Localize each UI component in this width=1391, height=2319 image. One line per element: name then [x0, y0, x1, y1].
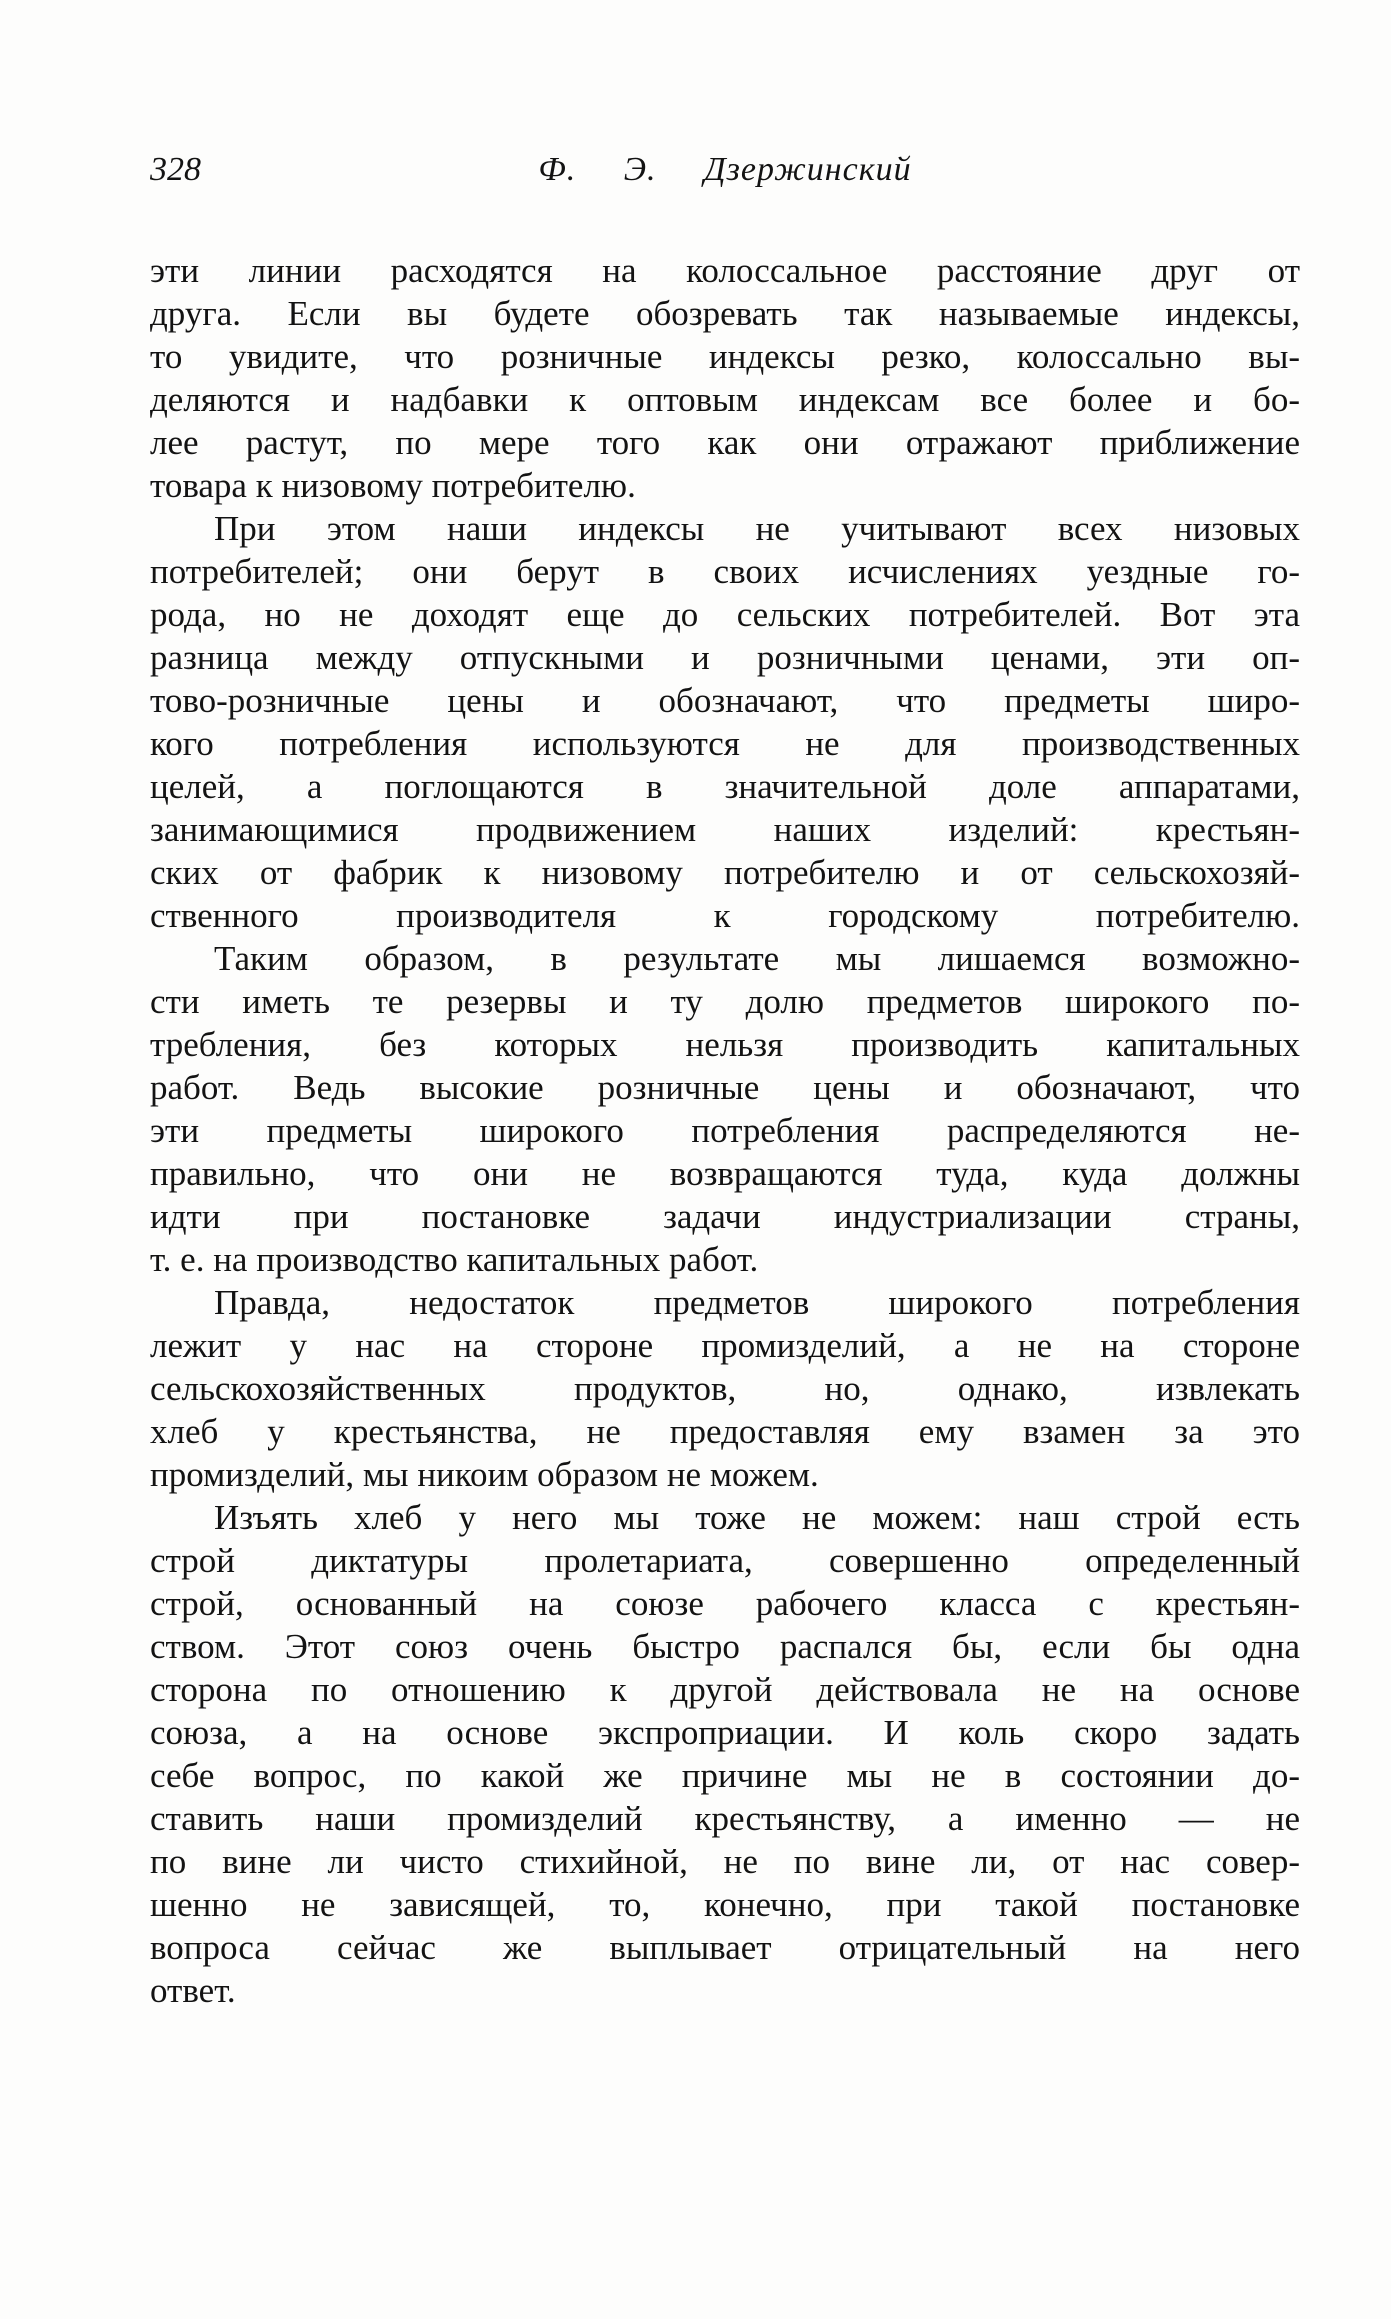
text-line: кого потребления используются не для производственных — [150, 724, 1300, 763]
text-line: идти при постановке задачи индустриализации страны, — [150, 1197, 1300, 1236]
text-line: т. е. на производство капитальных работ. — [150, 1240, 759, 1279]
running-header — [150, 148, 1300, 192]
text-line: вопроса сейчас же выплывает отрицательный на него — [150, 1928, 1300, 1967]
text-line: сти иметь те резервы и ту долю предметов широкого по- — [150, 982, 1300, 1021]
text-line: себе вопрос, по какой же причине мы не в состоянии до- — [150, 1756, 1300, 1795]
text-line: ственного производителя к городскому потребителю. — [150, 896, 1300, 935]
text-line: ставить наши промизделий крестьянству, а именно — не — [150, 1799, 1300, 1838]
text-line: союза, а на основе экспроприации. И коль скоро задать — [150, 1713, 1300, 1752]
page-number: 328 — [150, 151, 201, 188]
text-line: друга. Если вы будете обозревать так называемые индексы, — [150, 294, 1300, 333]
text-line: лее растут, по мере того как они отражают приближение — [150, 423, 1300, 462]
text-line: сторона по отношению к другой действовала не на основе — [150, 1670, 1300, 1709]
text-line: эти линии расходятся на колоссальное расстояние друг от — [150, 251, 1300, 290]
text-line: требления, без которых нельзя производить капитальных — [150, 1025, 1300, 1064]
text-line: тово-розничные цены и обозначают, что предметы широ- — [150, 681, 1300, 720]
text-line: потребителей; они берут в своих исчислениях уездные го- — [150, 552, 1300, 591]
running-title: Ф. Э. Дзержинский — [538, 151, 912, 188]
text-line: промизделий, мы никоим образом не можем. — [150, 1455, 819, 1494]
text-line: При этом наши индексы не учитывают всех низовых — [214, 509, 1300, 548]
text-line: Таким образом, в результате мы лишаемся возможно- — [214, 939, 1300, 978]
text-line: Изъять хлеб у него мы тоже не можем: наш строй есть — [214, 1498, 1300, 1537]
text-line: работ. Ведь высокие розничные цены и обозначают, что — [150, 1068, 1300, 1107]
text-line: шенно не зависящей, то, конечно, при такой постановке — [150, 1885, 1300, 1924]
text-line: хлеб у крестьянства, не предоставляя ему взамен за это — [150, 1412, 1300, 1451]
text-line: рода, но не доходят еще до сельских потребителей. Вот эта — [150, 595, 1300, 634]
text-line: разница между отпускными и розничными ценами, эти оп- — [150, 638, 1300, 677]
text-line: целей, а поглощаются в значительной доле аппаратами, — [150, 767, 1300, 806]
text-line: товара к низовому потребителю. — [150, 466, 636, 505]
text-line: Правда, недостаток предметов широкого потребления — [214, 1283, 1300, 1322]
text-line: ских от фабрик к низовому потребителю и от сельскохозяй- — [150, 853, 1300, 892]
text-line: занимающимися продвижением наших изделий: крестьян- — [150, 810, 1300, 849]
text-line: сельскохозяйственных продуктов, но, однако, извлекать — [150, 1369, 1300, 1408]
text-line: строй, основанный на союзе рабочего класса с крестьян- — [150, 1584, 1300, 1623]
text-line: правильно, что они не возвращаются туда, куда должны — [150, 1154, 1300, 1193]
text-line: ответ. — [150, 1971, 236, 2010]
text-line: то увидите, что розничные индексы резко, колоссально вы- — [150, 337, 1300, 376]
text-line: ством. Этот союз очень быстро распался бы, если бы одна — [150, 1627, 1300, 1666]
text-line: деляются и надбавки к оптовым индексам все более и бо- — [150, 380, 1300, 419]
text-line: строй диктатуры пролетариата, совершенно определенный — [150, 1541, 1300, 1580]
page-body-text — [150, 249, 1300, 2012]
text-line: лежит у нас на стороне промизделий, а не на стороне — [150, 1326, 1300, 1365]
text-line: по вине ли чисто стихийной, не по вине ли, от нас совер- — [150, 1842, 1300, 1881]
text-line: эти предметы широкого потребления распределяются не- — [150, 1111, 1300, 1150]
